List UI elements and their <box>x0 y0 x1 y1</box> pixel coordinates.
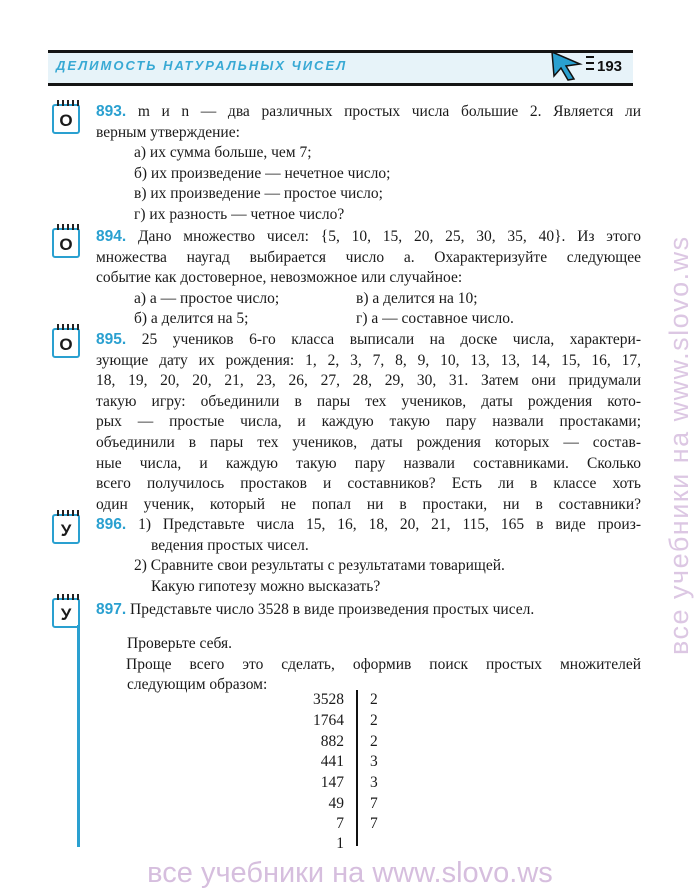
dividend: 49 <box>328 795 344 812</box>
divisor: 2 <box>370 691 378 708</box>
problem-text: множества наугад выбирается число a. Охарактеризуйте следующее <box>96 248 641 266</box>
problem-text: событие как достоверное, невозможное или случайное: <box>96 269 463 287</box>
divisor: 2 <box>370 712 378 729</box>
option-b: б) их произведение — нечетное число; <box>134 164 391 182</box>
badge-o-icon: О <box>52 328 80 358</box>
problem-text: 25 учеников 6-го класса выписали на доске числа, характери- <box>141 331 642 348</box>
badge-o-icon: О <box>52 228 80 258</box>
check-text: Проще всего это сделать, оформив поиск простых множителей <box>126 655 641 673</box>
page-number: 193 <box>597 58 623 75</box>
problem-text: ведения простых чисел. <box>151 536 309 554</box>
problem-text: 1) Представьте числа 15, 16, 18, 20, 21, 115, 165 в виде произ- <box>138 516 642 533</box>
problem-895 <box>96 330 641 515</box>
dividend: 7 <box>336 815 344 832</box>
badge-u-icon: У <box>52 598 80 628</box>
divisor: 3 <box>370 774 378 791</box>
divisor: 3 <box>370 753 378 770</box>
dividend: 1764 <box>313 712 344 729</box>
divisor: 7 <box>370 815 378 832</box>
option-v: в) a делится на 10; <box>356 289 478 307</box>
check-sidebar-line <box>77 625 80 847</box>
option-b: б) a делится на 5; <box>134 310 249 328</box>
divisor: 2 <box>370 733 378 750</box>
option-g: г) их разность — четное число? <box>134 205 345 223</box>
option-a: а) их сумма больше, чем 7; <box>134 144 312 162</box>
watermark-bottom: все учебники на www.slovo.ws <box>147 857 553 889</box>
check-heading: Проверьте себя. <box>127 635 233 652</box>
arrow-cursor-icon <box>548 48 584 82</box>
option-g: г) a — составное число. <box>356 310 514 328</box>
option-v: в) их произведение — простое число; <box>134 185 383 203</box>
dividend: 147 <box>320 774 344 791</box>
problem-896 <box>96 515 641 597</box>
dividend: 882 <box>320 733 344 750</box>
problem-text: такую игру: объединили в пары тех учеников, даты рождения кото- <box>96 392 641 410</box>
problem-text: Дано множество чисел: {5, 10, 15, 20, 25, 30, 35, 40}. Из этого <box>137 228 642 245</box>
spiral-binding-icon <box>586 52 592 80</box>
badge-o-icon: О <box>52 104 80 134</box>
problem-number: 893. <box>96 103 127 120</box>
badge-u-icon: У <box>52 514 80 544</box>
factor-divider-line <box>356 690 358 846</box>
problem-number: 895. <box>96 331 127 348</box>
problem-text: Представьте число 3528 в виде произведения простых чисел. <box>130 601 535 618</box>
problem-text: один ученик, который не попал ни в простаки, ни в составники? <box>96 495 641 513</box>
problem-text: рых — простые числа, и каждую такую пару назвали простаками; <box>96 413 641 431</box>
problem-text: всего получилось простаков и составников? Есть ли в классе хоть <box>96 475 641 493</box>
watermark-vertical: все учебники на www.slovo.ws <box>664 235 694 655</box>
problem-text: 18, 19, 20, 20, 21, 23, 26, 27, 28, 29, 30, 31. Затем они придумали <box>96 372 641 390</box>
divisor: 7 <box>370 795 378 812</box>
problem-text: 2) Сравните свои результаты с результатами товарищей. <box>134 557 505 575</box>
dividend: 441 <box>320 753 344 770</box>
page-header <box>48 50 633 86</box>
problem-text: Какую гипотезу можно высказать? <box>151 577 381 595</box>
problem-text: ные числа, и каждую такую пару назвали составниками. Сколько <box>96 454 641 472</box>
problem-897 <box>96 600 641 621</box>
problem-text: верным утверждение: <box>96 123 240 141</box>
problem-text: зующие дату их рождения: 1, 2, 3, 7, 8, 9, 10, 13, 13, 14, 15, 16, 17, <box>96 351 641 369</box>
problem-894 <box>96 227 641 330</box>
chapter-title: ДЕЛИМОСТЬ НАТУРАЛЬНЫХ ЧИСЕЛ <box>56 58 348 73</box>
dividend: 3528 <box>313 691 344 708</box>
problem-893 <box>96 102 641 226</box>
problem-number: 897. <box>96 601 127 618</box>
problem-number: 896. <box>96 516 127 533</box>
check-section <box>127 634 641 696</box>
dividend: 1 <box>336 835 344 852</box>
problem-text: объединили в пары тех учеников, даты рождения которых — состав- <box>96 433 641 451</box>
check-text: следующим образом: <box>127 676 268 694</box>
problem-number: 894. <box>96 228 127 245</box>
problem-text: m и n — два различных простых числа большие 2. Является ли <box>137 103 641 120</box>
option-a: а) a — простое число; <box>134 289 280 307</box>
